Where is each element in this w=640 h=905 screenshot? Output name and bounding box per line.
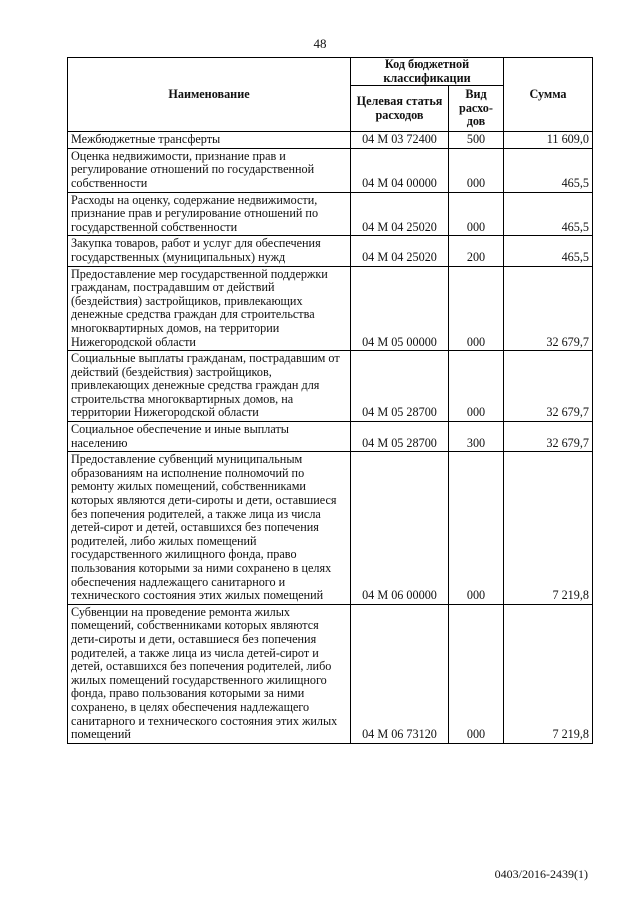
row-name: Социальное обеспечение и иные выплаты населению [68, 422, 351, 452]
table-row [68, 266, 593, 351]
row-name: Оценка недвижимости, признание прав и регулирование отношений по государственной собственности [68, 148, 351, 192]
row-type: 500 [449, 132, 504, 149]
header-sum: Сумма [504, 58, 593, 132]
header-name: Наименование [68, 58, 351, 132]
table-row [68, 452, 593, 605]
header-budget-code: Код бюджетной классификации [351, 58, 504, 86]
table-row [68, 236, 593, 266]
row-sum: 32 679,7 [504, 422, 593, 452]
row-type: 300 [449, 422, 504, 452]
row-type: 000 [449, 148, 504, 192]
row-code: 04 М 05 00000 [351, 266, 449, 351]
table-row [68, 604, 593, 743]
row-name: Межбюджетные трансферты [68, 132, 351, 149]
row-name: Социальные выплаты гражданам, пострадавшим от действий (бездействия) застройщиков, привлекающих денежные средства граждан для строительства многоквартирных домов, на территории Нижегородской области [68, 351, 351, 422]
table-row [68, 192, 593, 236]
row-sum: 465,5 [504, 236, 593, 266]
row-name: Предоставление мер государственной поддержки гражданам, пострадавшим от действий (бездействия) застройщиков, привлекающих денежные средства граждан для строительства многоквартирных домов, на территории Нижегородской области [68, 266, 351, 351]
row-code: 04 М 04 25020 [351, 236, 449, 266]
document-code: 0403/2016-2439(1) [494, 867, 588, 881]
row-code: 04 М 03 72400 [351, 132, 449, 149]
row-code: 04 М 06 00000 [351, 452, 449, 605]
row-name: Закупка товаров, работ и услуг для обеспечения государственных (муниципальных) нужд [68, 236, 351, 266]
row-code: 04 М 05 28700 [351, 351, 449, 422]
row-sum: 7 219,8 [504, 452, 593, 605]
header-target-article: Целевая статья расходов [351, 86, 449, 132]
row-code: 04 М 05 28700 [351, 422, 449, 452]
table-row [68, 132, 593, 149]
row-sum: 11 609,0 [504, 132, 593, 149]
row-name: Субвенции на проведение ремонта жилых помещений, собственниками которых являются дети-сироты и дети, оставшиеся без попечения родителей, а также лица из числа детей-сирот и детей, оставшихся без попечения родителей, либо жилых помещений государственного жилищного фонда, право пользования которыми за ними сохранено, в целях обеспечения надлежащего санитарного и технического состояния этих жилых помещений [68, 604, 351, 743]
row-type: 000 [449, 604, 504, 743]
row-sum: 32 679,7 [504, 266, 593, 351]
table-row [68, 351, 593, 422]
row-sum: 465,5 [504, 148, 593, 192]
budget-table [67, 57, 593, 744]
header-expense-type: Вид расхо-дов [449, 86, 504, 132]
row-type: 000 [449, 351, 504, 422]
row-sum: 465,5 [504, 192, 593, 236]
row-name: Предоставление субвенций муниципальным образованиям на исполнение полномочий по ремонту жилых помещений, собственниками которых являются дети-сироты и дети, оставшиеся без попечения родителей, а также лица из числа детей-сирот и детей, оставшихся без попечения родителей, либо жилых помещений государственного жилищного фонда, право пользования которыми за ними сохранено в целях обеспечения надлежащего санитарного и технического состояния этих жилых помещений [68, 452, 351, 605]
table-row [68, 148, 593, 192]
row-type: 000 [449, 192, 504, 236]
row-sum: 7 219,8 [504, 604, 593, 743]
row-type: 000 [449, 452, 504, 605]
row-code: 04 М 04 25020 [351, 192, 449, 236]
row-type: 000 [449, 266, 504, 351]
row-code: 04 М 04 00000 [351, 148, 449, 192]
row-code: 04 М 06 73120 [351, 604, 449, 743]
row-type: 200 [449, 236, 504, 266]
page-number: 48 [313, 36, 327, 51]
row-sum: 32 679,7 [504, 351, 593, 422]
table-row [68, 422, 593, 452]
row-name: Расходы на оценку, содержание недвижимости, признание прав и регулирование отношений по государственной собственности [68, 192, 351, 236]
